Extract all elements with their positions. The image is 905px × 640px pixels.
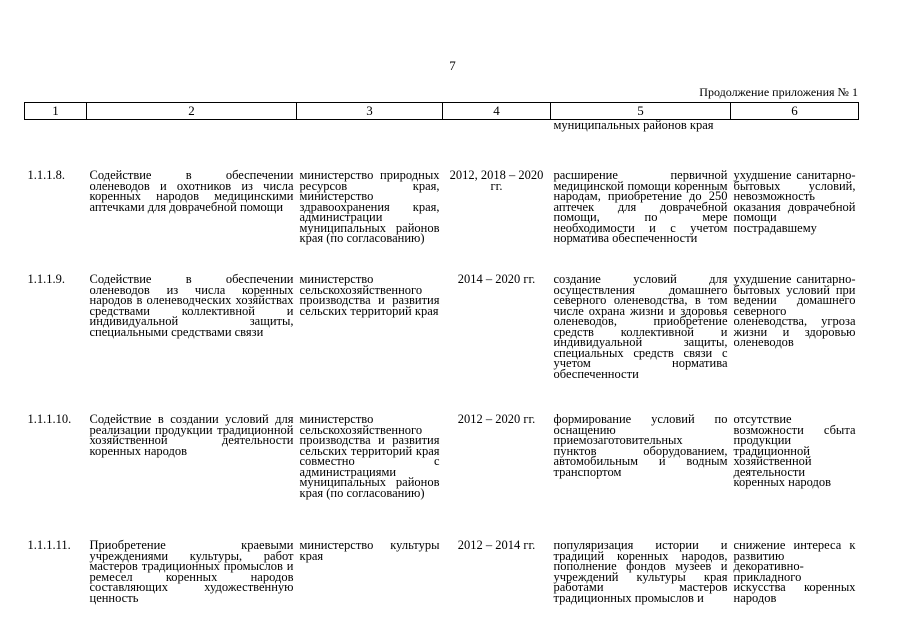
column-header: 2 [87, 103, 297, 120]
measure-cell: Приобретение краевыми учреждениями культуры, работ мастеров традиционных промыслов и ремесел коренных народов составляющих художественную ценность [89, 538, 294, 605]
row-number: 1.1.1.11. [27, 538, 71, 552]
result-cell: расширение первичной медицинской помощи коренным народам, приобретение до 250 аптечек для доврачебной помощи, по мере необходимости и с учетом норматива обеспеченности [553, 168, 728, 245]
column-header: 5 [551, 103, 731, 120]
period-cell: 2012 – 2014 гг. [457, 538, 536, 552]
result-cell: формирование условий по оснащению приемозаготовительных пунктов оборудованием, автомобильным и водным транспортом [553, 412, 728, 479]
table-row [25, 120, 859, 171]
measure-cell: Содействие в обеспечении оленеводов из числа коренных народов в оленеводческих хозяйствах средствами коллективной и индивидуальной защиты, специальными средствами связи [89, 272, 294, 339]
column-header: 6 [731, 103, 859, 120]
measure-cell: Содействие в создании условий для реализации продукции традиционной хозяйственной деятельности коренных народов [89, 412, 294, 458]
consequences-cell: отсутствие возможности сбыта продукции традиционной хозяйственной деятельности коренных народов [733, 412, 856, 489]
result-cell: популяризация истории и традиций коренных народов, пополнение фондов музеев и учреждений культуры края работами мастеров традиционных промыслов и [553, 538, 728, 605]
table-row [25, 170, 859, 274]
executor-cell: министерство культуры края [299, 538, 440, 563]
table-row [25, 540, 859, 632]
row-number: 1.1.1.10. [27, 412, 72, 426]
consequences-cell: ухудшение санитарно-бытовых условий при ведении домашнего северного оленеводства, угроза жизни и здоровью оленеводов [733, 272, 856, 349]
table-row [25, 414, 859, 540]
executor-cell: министерство сельскохозяйственного производства и развития сельских территорий края [299, 272, 440, 318]
appendix-table [24, 102, 859, 632]
column-header: 3 [297, 103, 443, 120]
consequences-cell: снижение интереса к развитию декоративно-прикладного искусства коренных народов [733, 538, 856, 605]
page-number: 7 [449, 58, 456, 73]
period-cell: 2012, 2018 – 2020 гг. [449, 168, 544, 193]
result-cell: создание условий для осуществления домашнего северного оленеводства, в том числе охрана жизни и здоровья оленеводов, приобретение средств коллективной и индивидуальной защиты, специальных средств связи с учетом норматива обеспеченности [553, 272, 728, 381]
row-number: 1.1.1.8. [27, 168, 65, 182]
executor-cell: министерство сельскохозяйственного производства и развития сельских территорий края совместно с администрациями муниципальных районов края (по согласованию) [299, 412, 440, 500]
continuation-cell: муниципальных районов края [553, 118, 714, 132]
continuation-label: Продолжение приложения № 1 [699, 85, 858, 99]
column-header: 4 [443, 103, 551, 120]
measure-cell: Содействие в обеспечении оленеводов и охотников из числа коренных народов медицинскими аптечками для доврачебной помощи [89, 168, 294, 214]
period-cell: 2014 – 2020 гг. [457, 272, 536, 286]
table-header-row [25, 103, 859, 120]
row-number: 1.1.1.9. [27, 272, 65, 286]
column-header: 1 [25, 103, 87, 120]
consequences-cell: ухудшение санитарно-бытовых условий, невозможность оказания доврачебной помощи пострадавшему [733, 168, 856, 235]
table-row [25, 274, 859, 414]
executor-cell: министерство природных ресурсов края, министерство здравоохранения края, администрации муниципальных районов края (по согласованию) [299, 168, 440, 245]
period-cell: 2012 – 2020 гг. [457, 412, 536, 426]
